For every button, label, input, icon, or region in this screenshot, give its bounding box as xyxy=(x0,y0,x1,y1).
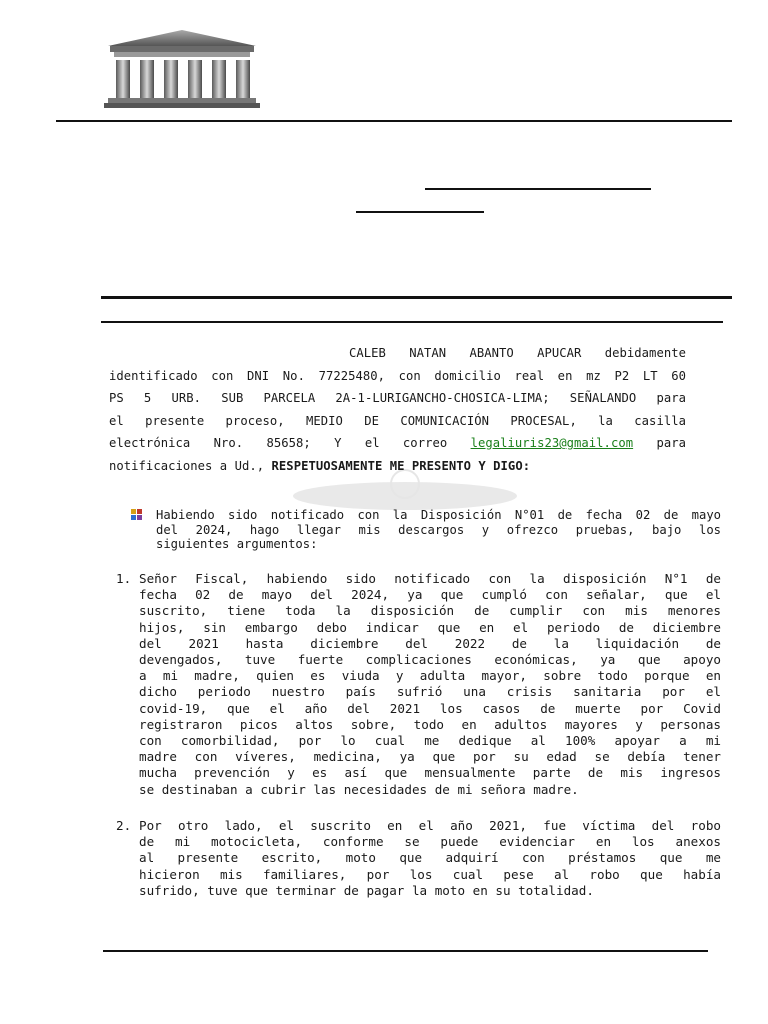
para-line-text: para xyxy=(656,436,686,450)
bullet-line: Habiendo sido notificado con la Disposición N°01 de fecha 02 de mayo xyxy=(156,508,721,522)
item-body xyxy=(139,818,721,899)
title-underline xyxy=(425,188,651,190)
item-number: 2. xyxy=(116,818,132,833)
item-line: devengados, tuve fuerte complicaciones económicas, ya que apoyo xyxy=(139,652,721,668)
para-line: PS 5 URB. SUB PARCELA 2A-1-LURIGANCHO-CHOSICA-LIMA; SEÑALANDO para xyxy=(109,391,686,405)
closing-prefix: notificaciones a Ud., xyxy=(109,458,272,473)
subtitle-underline xyxy=(356,211,484,213)
item-line: se destinaban a cubrir las necesidades de mi señora madre. xyxy=(139,781,579,797)
item-line: madre con víveres, medicina, ya que por su edad se debía tener xyxy=(139,749,721,765)
item-line: a mi madre, quien es viuda y adulta mayor, sobre todo porque en xyxy=(139,668,721,684)
section-rule xyxy=(101,321,723,323)
para-line: el presente proceso, MEDIO DE COMUNICACIÓN PROCESAL, la casilla xyxy=(109,413,686,428)
item-line: hicieron mis familiares, por los cual pese al robo que había xyxy=(139,866,721,882)
item-line: covid-19, que el año del 2021 los casos de muerte por Covid xyxy=(139,700,721,716)
footer-rule xyxy=(103,950,708,952)
item-number: 1. xyxy=(116,571,132,586)
section-rule-thick xyxy=(101,296,732,299)
item-line: al presente escrito, moto que adquirí con préstamos que me xyxy=(139,850,721,866)
email-link[interactable]: legaliuris23@gmail.com xyxy=(470,436,634,450)
item-line: con comorbilidad, por lo cual me dedique al 100% apoyar a mi xyxy=(139,733,721,749)
item-line: sufrido, tuve que terminar de pagar la moto en su totalidad. xyxy=(139,882,594,898)
para-line: identificado con DNI No. 77225480, con domicilio real en mz P2 LT 60 xyxy=(109,368,686,383)
courthouse-logo-icon xyxy=(100,26,264,110)
item-line: hijos, sin embargo debo indicar que en el periodo de diciembre xyxy=(139,619,721,635)
para-closing-line xyxy=(109,455,686,478)
para-line-email xyxy=(109,432,686,455)
item-line: fecha 02 de mayo del 2024, ya que cumpló con señalar, que el xyxy=(139,587,721,603)
opening-paragraph xyxy=(109,342,686,477)
intro-bullet-paragraph xyxy=(156,508,721,552)
closing-statement: RESPETUOSAMENTE ME PRESENTO Y DIGO: xyxy=(271,458,531,473)
header-rule xyxy=(56,120,732,122)
item-line: de mi motocicleta, conforme se puede evidenciar en los anexos xyxy=(139,834,721,850)
item-line: Señor Fiscal, habiendo sido notificado con la disposición N°1 de xyxy=(139,571,721,586)
item-line: suscrito, tiene toda la disposición de cumplir con mis menores xyxy=(139,603,721,619)
bullet-line: siguientes argumentos: xyxy=(156,537,318,551)
item-line: del 2021 hasta diciembre del 2022 de la liquidación de xyxy=(139,635,721,651)
item-line: registraron picos altos sobre, todo en adultos mayores y personas xyxy=(139,716,721,732)
item-body xyxy=(139,571,721,798)
para-line: CALEB NATAN ABANTO APUCAR debidamente xyxy=(349,346,686,360)
para-line-text: electrónica Nro. 85658; Y el correo xyxy=(109,436,448,450)
numbered-item-2 xyxy=(116,818,724,902)
item-line: Por otro lado, el suscrito en el año 2021, fue víctima del robo xyxy=(139,818,721,833)
colored-square-bullet-icon xyxy=(131,509,143,521)
bullet-line: del 2024, hago llegar mis descargos y ofrezco pruebas, bajo los xyxy=(156,522,721,537)
item-line: mucha prevención y es así que mensualmente parte de mis ingresos xyxy=(139,765,721,781)
item-line: dicho periodo nuestro país sufrió una crisis sanitaria por el xyxy=(139,684,721,700)
numbered-item-1 xyxy=(116,571,724,801)
